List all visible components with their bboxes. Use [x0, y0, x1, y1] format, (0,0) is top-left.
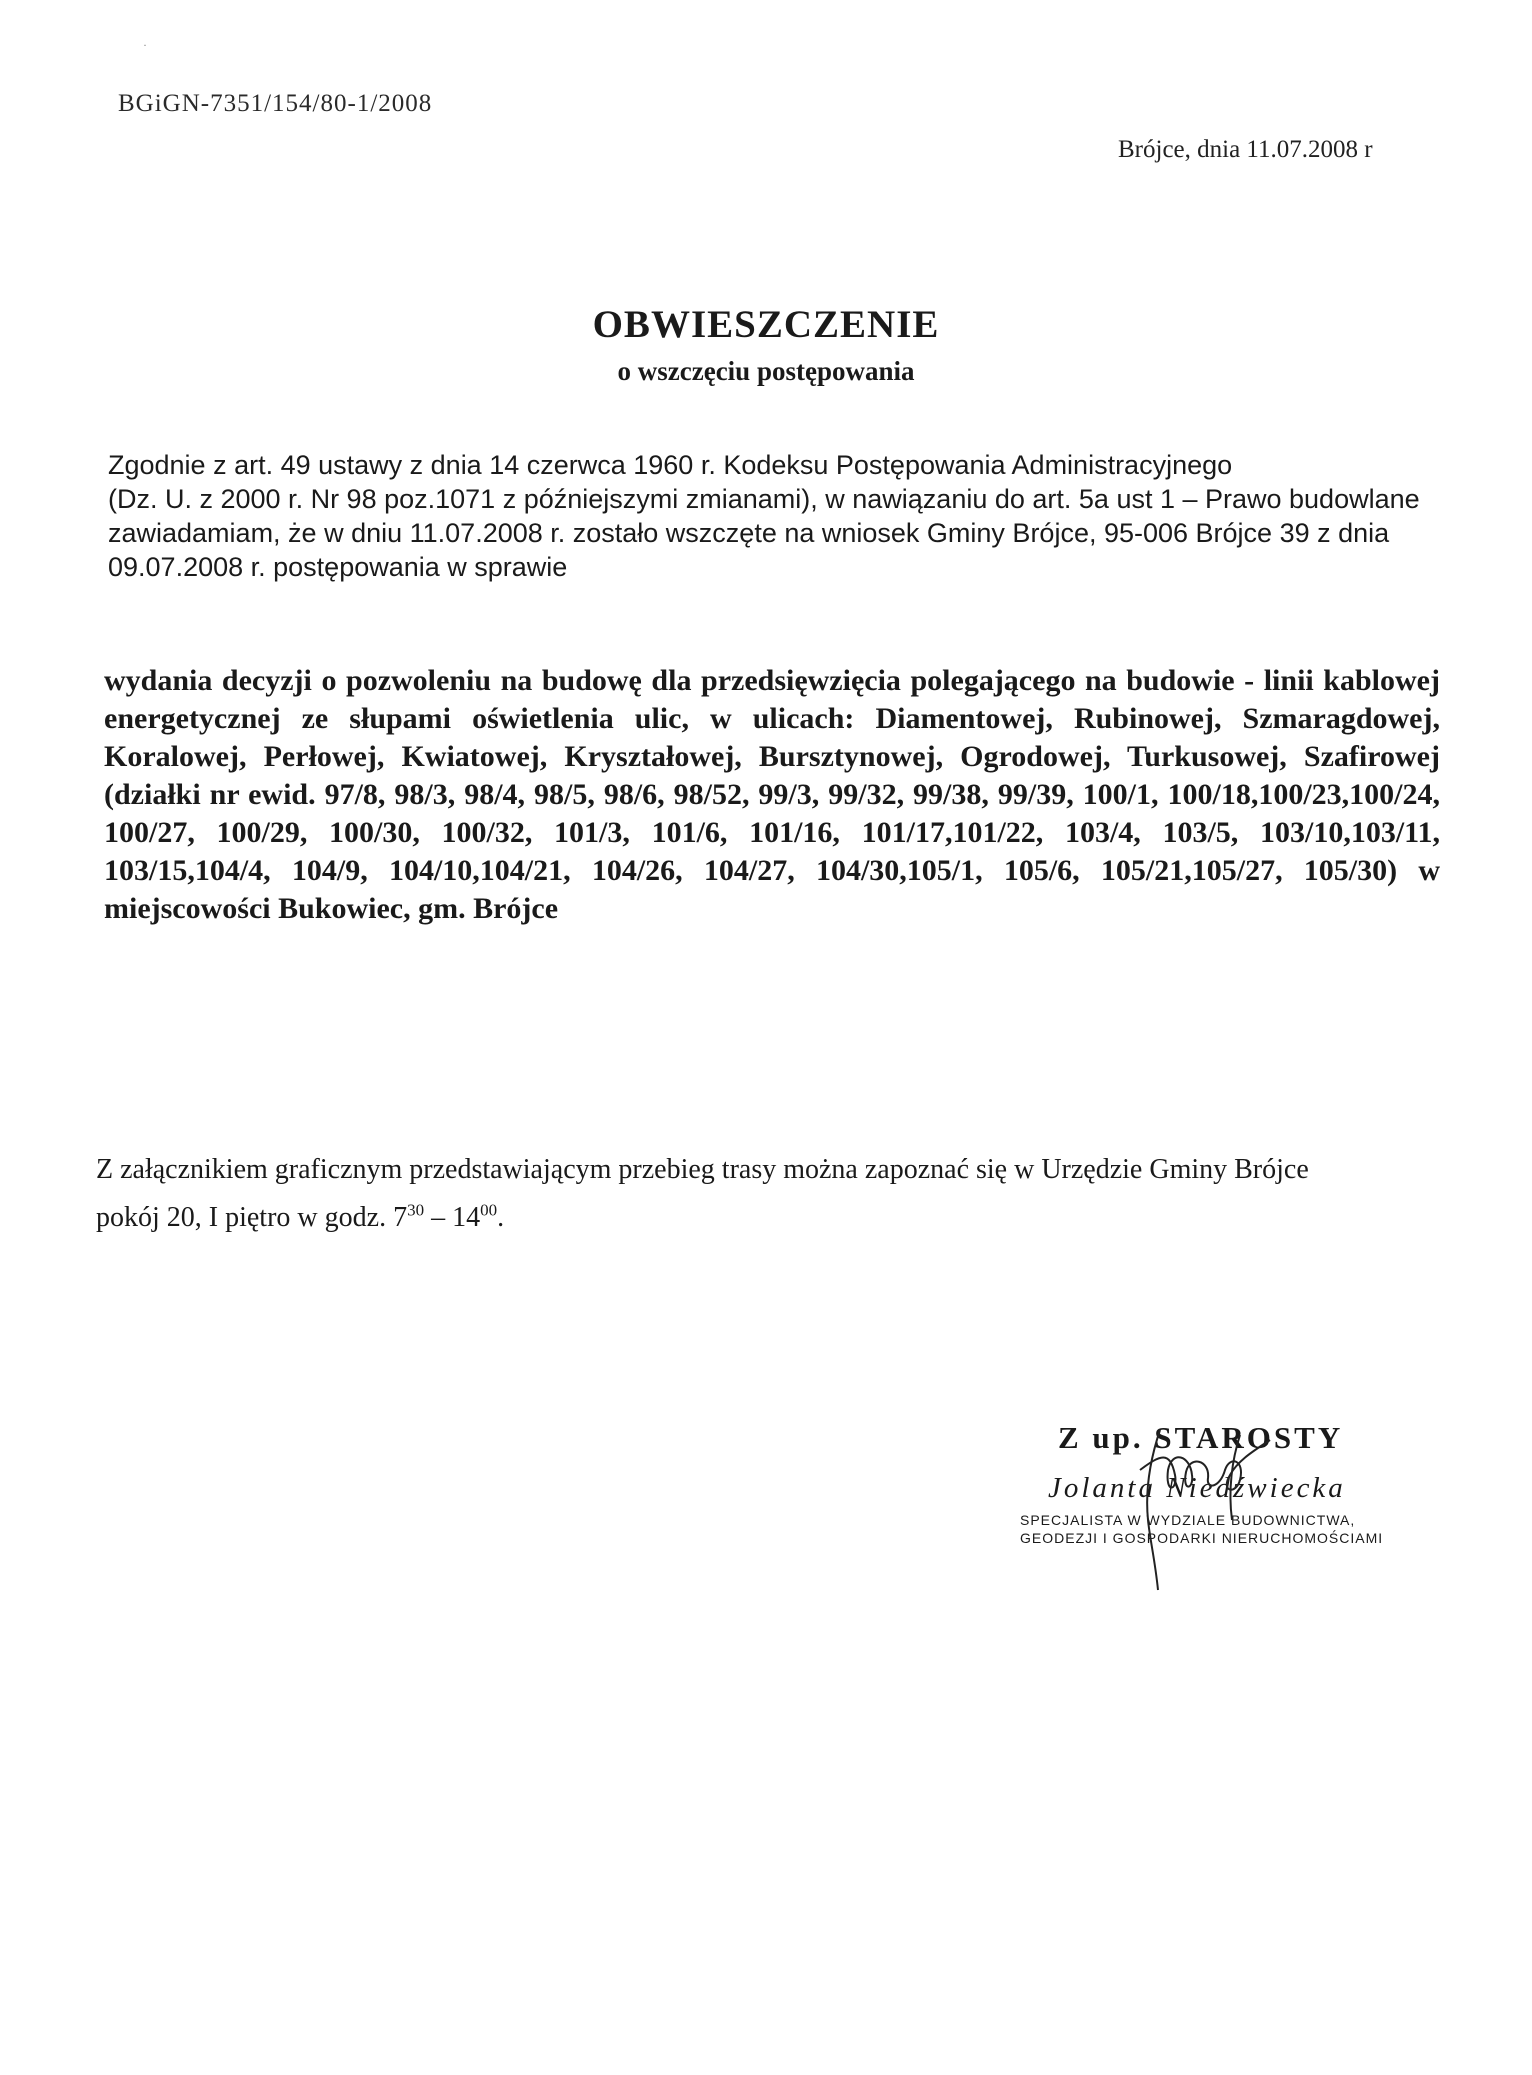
intro-paragraph	[108, 448, 1438, 584]
place-and-date: Brójce, dnia 11.07.2008 r	[1118, 136, 1373, 163]
scan-speck: ·	[143, 38, 147, 52]
intro-line: (Dz. U. z 2000 r. Nr 98 poz.1071 z późniejszymi zmianami), w nawiązaniu do art. 5a ust 1 – Prawo budowlane	[108, 484, 1420, 514]
hours-end-minutes: 00	[480, 1200, 498, 1220]
hours-suffix: .	[497, 1202, 505, 1233]
hours-start-minutes: 30	[407, 1200, 425, 1220]
stamp-department-line: GEODEZJI I GOSPODARKI NIERUCHOMOŚCIAMI	[1020, 1530, 1384, 1546]
stamp-title: Z up. STAROSTY	[1058, 1420, 1344, 1455]
hours-prefix: pokój 20, I piętro w godz. 7	[96, 1202, 408, 1233]
subject-paragraph: wydania decyzji o pozwoleniu na budowę dla przedsięwzięcia polegającego na budowie - linii kablowej energetycznej ze słupami oświetlenia ulic, w ulicach: Diamentowej, Rubinowej, Szmaragdowej, Koralowej, Perłowej, Kwiatowej, Kryształowej, Bursztynowej, Ogrodowej, Turkusowej, Szafirowej (działki nr ewid. 97/8, 98/3, 98/4, 98/5, 98/6, 98/52, 99/3, 99/32, 99/38, 99/39, 100/1, 100/18,100/23,100/24, 100/27, 100/29, 100/30, 100/32, 101/3, 101/6, 101/16, 101/17,101/22, 103/4, 103/5, 103/10,103/11, 103/15,104/4, 104/9, 104/10,104/21, 104/26, 104/27, 104/30,105/1, 105/6, 105/21,105/27, 105/30) w miejscowości Bukowiec, gm. Brójce	[104, 664, 1440, 925]
hours-separator: – 14	[424, 1202, 481, 1233]
official-stamp	[1020, 1420, 1420, 1600]
intro-line: Zgodnie z art. 49 ustawy z dnia 14 czerwca 1960 r. Kodeksu Postępowania Administracyjnego	[108, 450, 1233, 480]
footer-line-hours	[96, 1194, 1436, 1242]
footer-line: Z załącznikiem graficznym przedstawiającym przebieg trasy można zapoznać się w Urzędzie Gminy Brójce	[96, 1154, 1309, 1185]
stamp-position-line: SPECJALISTA W WYDZIALE BUDOWNICTWA,	[1020, 1512, 1356, 1528]
intro-line: zawiadamiam, że w dniu 11.07.2008 r. zostało wszczęte na wniosek Gminy Brójce, 95-006 Brójce 39 z dnia	[108, 518, 1390, 548]
document-title: OBWIESZCZENIE	[592, 303, 940, 346]
document-subtitle: o wszczęciu postępowania	[617, 356, 915, 386]
footer-note	[96, 1146, 1436, 1242]
stamp-name: Jolanta Niedźwiecka	[1048, 1472, 1346, 1504]
intro-line: 09.07.2008 r. postępowania w sprawie	[108, 552, 568, 582]
reference-number: BGiGN-7351/154/80-1/2008	[118, 90, 433, 117]
handwritten-signature	[1120, 1420, 1290, 1600]
